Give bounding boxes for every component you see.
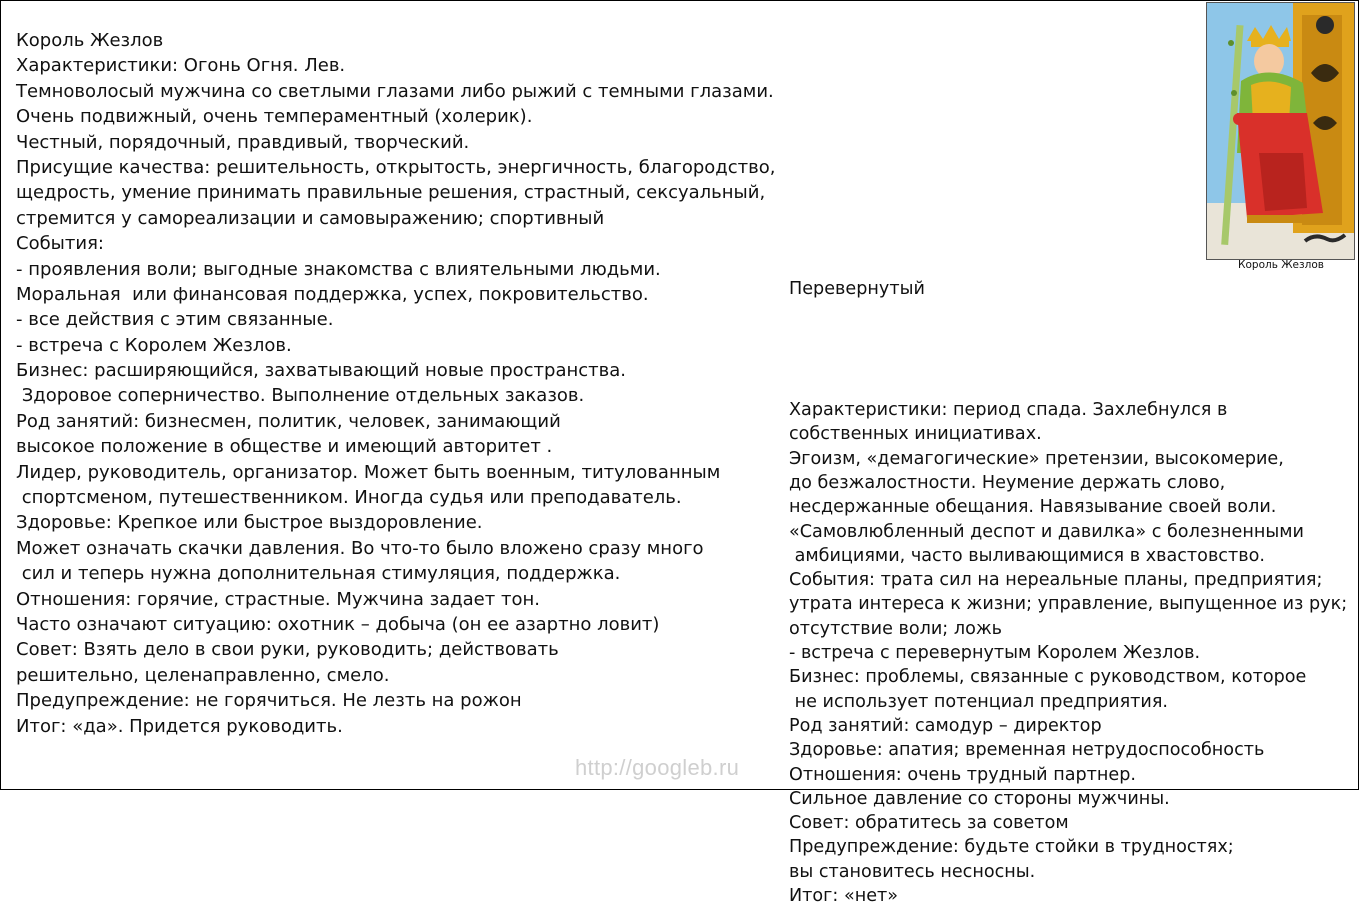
reversed-text-line: собственных инициативах. bbox=[789, 424, 1042, 445]
main-text-line: - встреча с Королем Жезлов. bbox=[16, 334, 292, 356]
reversed-text-line: Эгоизм, «демагогические» претензии, высокомерие, bbox=[789, 448, 1284, 469]
reversed-text-line: амбициями, часто выливающимися в хвастовство. bbox=[789, 545, 1265, 566]
reversed-text-line: отсутствие воли; ложь bbox=[789, 618, 1003, 639]
reversed-text-line: утрата интереса к жизни; управление, выпущенное из рук; bbox=[789, 594, 1348, 615]
reversed-text-line: «Самовлюбленный деспот и давилка» с болезненными bbox=[789, 521, 1304, 542]
main-description bbox=[16, 28, 775, 739]
main-text-line: Очень подвижный, очень темпераментный (холерик). bbox=[16, 106, 533, 128]
main-text-line: Предупреждение: не горячиться. Не лезть на рожон bbox=[16, 690, 522, 712]
main-text-line: Здоровое соперничество. Выполнение отдельных заказов. bbox=[16, 385, 585, 407]
card-caption: Король Жезлов bbox=[1238, 259, 1324, 271]
main-text-line: Итог: «да». Придется руководить. bbox=[16, 715, 343, 737]
watermark-text: http://googleb.ru bbox=[575, 755, 740, 780]
main-text-line: Темноволосый мужчина со светлыми глазами либо рыжий с темными глазами. bbox=[16, 80, 774, 102]
reversed-text-line: Совет: обратитесь за советом bbox=[789, 813, 1069, 834]
main-text-line: решительно, целенаправленно, смело. bbox=[16, 664, 390, 686]
main-text-line: Часто означают ситуацию: охотник – добыча (он ее азартно ловит) bbox=[16, 613, 660, 635]
king-of-wands-icon bbox=[1207, 3, 1354, 259]
reversed-text-line: События: трата сил на нереальные планы, предприятия; bbox=[789, 570, 1323, 591]
reversed-text-line: Итог: «нет» bbox=[789, 886, 899, 907]
main-text-line: стремится у самореализации и самовыражению; спортивный bbox=[16, 207, 605, 229]
main-text-line: Совет: Взять дело в свои руки, руководить; действовать bbox=[16, 639, 559, 661]
reversed-text-line: вы становитесь несносны. bbox=[789, 861, 1036, 882]
main-text-line: Присущие качества: решительность, открытость, энергичность, благородство, bbox=[16, 156, 776, 178]
main-text-line: высокое положение в обществе и имеющий авторитет . bbox=[16, 436, 553, 458]
reversed-title: Перевернутый bbox=[789, 278, 925, 299]
main-text-line: Бизнес: расширяющийся, захватывающий новые пространства. bbox=[16, 360, 626, 382]
reversed-text-line: - встреча с перевернутым Королем Жезлов. bbox=[789, 643, 1201, 664]
reversed-text-line: Бизнес: проблемы, связанные с руководством, которое bbox=[789, 667, 1307, 688]
main-text-line: События: bbox=[16, 233, 104, 255]
spacer-line bbox=[789, 349, 1347, 373]
main-text-line: спортсменом, путешественником. Иногда судья или преподаватель. bbox=[16, 487, 682, 509]
reversed-text-line: до безжалостности. Неумение держать слово, bbox=[789, 472, 1226, 493]
main-text-line: - все действия с этим связанные. bbox=[16, 309, 334, 331]
main-text-line: Здоровье: Крепкое или быстрое выздоровление. bbox=[16, 512, 483, 534]
main-text-line: Король Жезлов bbox=[16, 30, 164, 51]
main-text-line: Отношения: горячие, страстные. Мужчина задает тон. bbox=[16, 588, 540, 610]
reversed-text-line: Отношения: очень трудный партнер. bbox=[789, 764, 1136, 785]
main-text-line: - проявления воли; выгодные знакомства с влиятельными людьми. bbox=[16, 258, 661, 280]
reversed-description bbox=[789, 228, 1347, 908]
main-text-line: Моральная или финансовая поддержка, успех, покровительство. bbox=[16, 283, 649, 305]
main-text-line: сил и теперь нужна дополнительная стимуляция, поддержка. bbox=[16, 563, 621, 585]
main-text-line: Честный, порядочный, правдивый, творческий. bbox=[16, 131, 470, 153]
reversed-text-line: несдержанные обещания. Навязывание своей воли. bbox=[789, 497, 1277, 518]
reversed-text-line: Предупреждение: будьте стойки в трудностях; bbox=[789, 837, 1234, 858]
reversed-text-line: Род занятий: самодур – директор bbox=[789, 715, 1102, 736]
reversed-text-line: Характеристики: период спада. Захлебнулся в bbox=[789, 400, 1228, 421]
main-text-line: Род занятий: бизнесмен, политик, человек, занимающий bbox=[16, 410, 561, 432]
reversed-text-line: не использует потенциал предприятия. bbox=[789, 691, 1169, 712]
main-text-line: Характеристики: Огонь Огня. Лев. bbox=[16, 55, 346, 77]
main-text-line: щедрость, умение принимать правильные решения, страстный, сексуальный, bbox=[16, 182, 766, 204]
reversed-text-line: Здоровье: апатия; временная нетрудоспособность bbox=[789, 740, 1265, 761]
tarot-card-image bbox=[1206, 2, 1355, 260]
reversed-text-line: Сильное давление со стороны мужчины. bbox=[789, 788, 1170, 809]
main-text-line: Лидер, руководитель, организатор. Может быть военным, титулованным bbox=[16, 461, 721, 483]
main-text-line: Может означать скачки давления. Во что-то было вложено сразу много bbox=[16, 537, 704, 559]
